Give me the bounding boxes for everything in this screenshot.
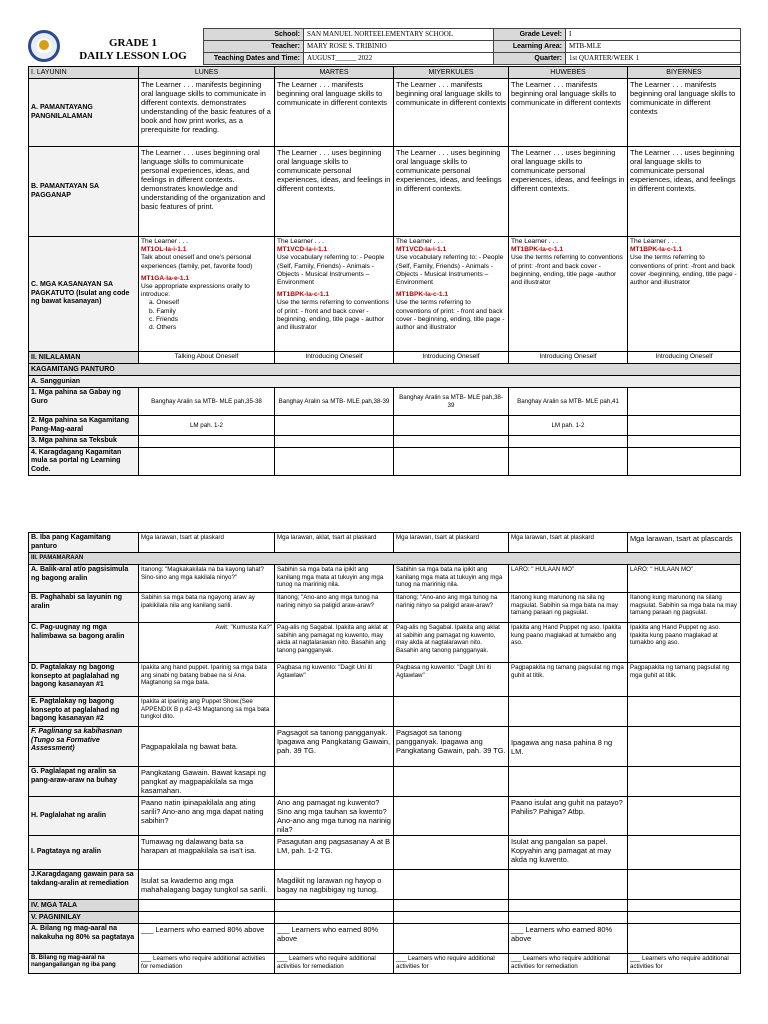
table-cell: [275, 447, 394, 476]
table-cell: Banghay Aralin sa MTB- MLE pah,41: [509, 388, 628, 416]
table-row: [29, 79, 741, 147]
table-cell: The Learner . . . manifests beginning oral language skills to communicate in different contexts: [394, 79, 509, 147]
competency-code: MT1BPK-Ia-c-1.1: [396, 291, 449, 299]
table-cell: Magdikit ng larawan ng hayop o bagay na nagbibigay ng tunog.: [275, 870, 394, 900]
row-label: A. Balik-aral at/o pagsisimula ng bagong aralin: [29, 565, 139, 593]
table-cell: [394, 912, 509, 924]
table-cell: Ipakita at iparinig ang Puppet Show.(See APPENDIX B p.42-43 Magtanong sa mga bata tungkol dito.: [139, 697, 275, 727]
table-row: [29, 954, 741, 974]
table-cell: [628, 436, 741, 448]
school-value: SAN MANUEL NORTEELEMENTARY SCHOOL: [304, 29, 494, 41]
table-cell: Talking About Oneself: [139, 352, 275, 364]
table-cell: [139, 447, 275, 476]
row-label: B. Bilang ng mag-aaral na nangangailangan ng iba pang: [29, 954, 139, 974]
table-cell: ___ Learners who require additional activities for remediation: [139, 954, 275, 974]
table-cell: ___ Learners who earned 80% above: [139, 924, 275, 954]
table-cell: [394, 870, 509, 900]
table-cell: Ipakita ang hand puppet. Iparinig sa mga bata ang sinabi ng batang babae na si Ana. Magtanong sa mga bata.: [139, 663, 275, 697]
table-cell: Itanong; "Ano-ano ang mga tunog na narinig ninyo sa paligid araw-araw?: [275, 593, 394, 623]
table-row: [29, 836, 741, 870]
table-cell: Introducing Oneself: [628, 352, 741, 364]
table-cell: [275, 416, 394, 436]
table-cell: [394, 447, 509, 476]
cell-text: Use appropriate expressions orally to introduce:: [141, 283, 250, 299]
table-cell: The Learner . . . uses beginning oral language skills to communicate personal experiences, ideas, and feelings in different contexts.: [275, 147, 394, 237]
table-row: [29, 697, 741, 727]
table-row: [29, 352, 741, 364]
table-cell: [139, 900, 275, 912]
table-cell: Pag-alis ng Sagabal. Ipakita ang aklat at sabihin ang pamagat ng kuwento, may akda at nagtalarawan nito. Basahin ang tanong pangganyak.: [394, 623, 509, 663]
table-cell: [394, 436, 509, 448]
competency-code: MT1BPK-Ia-c-1.1: [277, 291, 330, 299]
table-cell: The Learner . . . manifests beginning oral language skills to communicate in different contexts: [628, 79, 741, 147]
cell-text: Use vocabulary referring to: - People (Self, Family, Friends) - Animals - Objects - Musical Instruments – Environment: [396, 254, 504, 287]
row-label: B. PAMANTAYAN SA PAGGANAP: [29, 147, 139, 237]
row-label: E. Pagtalakay ng bagong konsepto at paglalahad ng bagong kasanayan #2: [29, 697, 139, 727]
column-header-row: [29, 67, 741, 79]
page-one: [28, 28, 740, 476]
table-row: [29, 416, 741, 436]
table-cell: Isulat ang pangalan sa papel. Kopyahin ang pamagat at may akda ng kuwento.: [509, 836, 628, 870]
table-cell: [394, 797, 509, 836]
table-row: [29, 870, 741, 900]
row-label: 1. Mga pahina sa Gabay ng Guro: [29, 388, 139, 416]
table-cell: [394, 697, 509, 727]
col-header-miyerkules: MIYERKULES: [394, 67, 509, 79]
table-row: [29, 147, 741, 237]
table-cell: Pagsagot sa tanong pangganyak. Ipagawa ang Pangkatang Gawain, pah. 39 TG.: [394, 727, 509, 767]
table-cell: [628, 900, 741, 912]
table-cell: [275, 697, 394, 727]
table-cell: The Learner . . . manifests beginning oral language skills to communicate in different contexts: [509, 79, 628, 147]
table-cell: The Learner . . . uses beginning oral language skills to communicate personal experiences, ideas, and feelings in different contexts.: [509, 147, 628, 237]
table-cell: Introducing Oneself: [394, 352, 509, 364]
table-cell: [509, 697, 628, 727]
table-cell: [394, 237, 509, 352]
list-item: b. Family: [149, 307, 176, 315]
table-cell: Sabihin sa mga bata na ipikit ang kanilang mga mata at tukuyin ang mga tunog na maririnig nila.: [394, 565, 509, 593]
table-cell: The Learner . . . uses beginning oral language skills to communicate personal experiences, ideas, and feelings in different contexts.: [628, 147, 741, 237]
table-cell: [509, 870, 628, 900]
table-row: [29, 797, 741, 836]
table-cell: The Learner . . . uses beginning oral language skills to communicate personal experiences, ideas, and feelings in different contexts.: [394, 147, 509, 237]
table-cell: The Learner . . . manifests beginning oral language skills to communicate in different contexts: [275, 79, 394, 147]
table-cell: Banghay Aralin sa MTB- MLE pah,38-39: [394, 388, 509, 416]
school-label: School:: [204, 29, 304, 41]
dates-label: Teaching Dates and Time:: [204, 53, 304, 65]
table-cell: Itanong: "Magkakakilala na ba kayong lahat? Sino-sino ang mga kakilala ninyo?": [139, 565, 275, 593]
cell-text: Use the terms referring to conventions of print: - front and back cover - beginning, ending, title page - author and illustrator: [396, 299, 505, 332]
row-label: [29, 727, 139, 767]
table-cell: Paano isulat ang guhit na patayo? Pahilis? Pahiga? Atbp.: [509, 797, 628, 836]
table-cell: ___ Learners who require additional activities for: [628, 954, 741, 974]
table-cell: Awit: "Kumusta Ka?": [139, 623, 275, 663]
table-cell: Itanong; "Ano-ano ang mga tunog na narinig ninyo sa paligid araw-araw?: [394, 593, 509, 623]
section-label-kagamitan: KAGAMITANG PANTURO: [29, 364, 741, 376]
row-label: I. Pagtataya ng aralin: [29, 836, 139, 870]
grade-title: GRADE 1: [109, 37, 157, 49]
header-table: [203, 28, 741, 65]
table-cell: LM pah. 1-2: [509, 416, 628, 436]
table-cell: [628, 447, 741, 476]
row-label: G. Paglalapat ng aralin sa pang-araw-araw na buhay: [29, 767, 139, 797]
table-cell: [628, 924, 741, 954]
table-cell: [628, 870, 741, 900]
row-label: 2. Mga pahina sa Kagamitang Pang-Mag-aaral: [29, 416, 139, 436]
table-cell: Banghay Aralin sa MTB- MLE pah,38-39: [275, 388, 394, 416]
table-cell: ___ Learners who require additional activities for: [394, 954, 509, 974]
table-row: [29, 767, 741, 797]
competency-code: MT1BPK-Ia-c-1.1: [511, 246, 564, 254]
table-cell: [628, 797, 741, 836]
row-label: A. Bilang ng mag-aaral na nakakuha ng 80% sa pagtataya: [29, 924, 139, 954]
section-label-tala: IV. MGA TALA: [29, 900, 139, 912]
table-cell: Ipagawa ang nasa pahina 8 ng LM.: [509, 727, 628, 767]
table-cell: [139, 912, 275, 924]
table-cell: Pagbasa ng kuwento: "Dagit Uni iti Agtawlaw": [394, 663, 509, 697]
teacher-value: MARY ROSE S. TRIBINIO: [304, 41, 494, 53]
table-cell: Itanong kung marunong na silang magsulat. Sabihin sa mga bata na may tamang paraan ng pagsulat.: [628, 593, 741, 623]
table-cell: Isulat sa kwaderno ang mga mahahalagang bagay tungkol sa sarili.: [139, 870, 275, 900]
table-cell: [394, 836, 509, 870]
table-cell: Banghay Aralin sa MTB- MLE pah,35-38: [139, 388, 275, 416]
row-label: H. Paglalahat ng aralin: [29, 797, 139, 836]
table-row: [29, 623, 741, 663]
grade-level-value: I: [566, 29, 741, 41]
cell-intro: The Learner . . .: [630, 238, 677, 245]
cell-intro: The Learner . . .: [141, 238, 188, 245]
grade-level-label: Grade Level:: [494, 29, 566, 41]
col-header-biyernes: BIYERNES: [628, 67, 741, 79]
table-row: [29, 436, 741, 448]
learning-area-label: Learning Area:: [494, 41, 566, 53]
quarter-value: 1st QUARTER/WEEK 1: [566, 53, 741, 65]
lesson-table-part1: [28, 66, 741, 476]
section-label-pagninilay: V. PAGNINILAY: [29, 912, 139, 924]
table-cell: [394, 924, 509, 954]
table-row: [29, 388, 741, 416]
cell-intro: The Learner . . .: [511, 238, 558, 245]
table-cell: LARO: " HULAAN MO": [628, 565, 741, 593]
table-cell: Mga larawan, tsart at plascards: [628, 533, 741, 553]
title-block: [68, 37, 198, 63]
row-label: J.Karagdagang gawain para sa takdang-aralin at remediation: [29, 870, 139, 900]
table-cell: Ipakita ang Hand Puppet ng aso. Ipakita kung paano maglakad at tumakbo ang aso.: [509, 623, 628, 663]
table-row: [29, 900, 741, 912]
table-row: [29, 912, 741, 924]
table-row: [29, 447, 741, 476]
table-cell: [139, 436, 275, 448]
table-row: [29, 533, 741, 553]
table-cell: ___ Learners who earned 80% above: [275, 924, 394, 954]
table-cell: The Learner . . . manifests beginning oral language skills to communicate in different contexts. demonstrates understanding of the basic features of a book and how print works, as a prerequisite for reading.: [139, 79, 275, 147]
table-cell: ___ Learners who require additional activities for remediation: [509, 954, 628, 974]
table-cell: [394, 900, 509, 912]
competency-code: MT1VCD-Ia-i-1.1: [277, 246, 328, 254]
list-item: c. Friends: [149, 315, 178, 323]
table-cell: [628, 836, 741, 870]
table-cell: Sabihin sa mga bata na ngayong araw ay ipakikilala nila ang kanilang sarili.: [139, 593, 275, 623]
dates-value: AUGUST______ 2022: [304, 53, 494, 65]
table-cell: [275, 900, 394, 912]
row-label: B. Iba pang Kagamitang panturo: [29, 533, 139, 553]
table-cell: Pag-alis ng Sagabal. Ipakita ang aklat at sabihin ang pamagat ng kuwento, may akda at nagtalarawan nito. Basahin ang tanong pangganyak.: [275, 623, 394, 663]
col-header-layunin: I. LAYUNIN: [29, 67, 139, 79]
table-cell: [275, 767, 394, 797]
table-cell: The Learner . . . uses beginning oral language skills to communicate personal experiences, ideas, and feelings in different contexts. demonstrates knowledge and understanding of the organization and basic features of print.: [139, 147, 275, 237]
table-cell: Introducing Oneself: [275, 352, 394, 364]
cell-text: Use the terms referring to conventions of print: -front and back cover -beginning, ending, title page -author and illustrator: [511, 254, 623, 287]
table-row: [29, 364, 741, 376]
table-row: [29, 565, 741, 593]
row-label-text: F. Paglinang sa kabihasnan (Tungo sa Formative Assessment): [31, 728, 123, 752]
table-cell: [509, 912, 628, 924]
col-header-huwebes: HUWEBES: [509, 67, 628, 79]
table-cell: [628, 388, 741, 416]
table-cell: Pagsagot sa tanong pangganyak. Ipagawa ang Pangkatang Gawain, pah. 39 TG.: [275, 727, 394, 767]
competency-code: MT1VCD-Ia-i-1.1: [396, 246, 447, 254]
table-cell: [139, 237, 275, 352]
table-row: [29, 593, 741, 623]
cell-text: Talk about oneself and one's personal experiences (family, pet, favorite food): [141, 254, 253, 270]
table-cell: Mga larawan, tsart at plaskard: [509, 533, 628, 553]
list-item: d. Others: [149, 324, 177, 332]
table-cell: Mga larawan, aklat, tsart at plaskard: [275, 533, 394, 553]
section-label-sanggunian: A. Sanggunian: [29, 376, 741, 388]
table-row: [29, 924, 741, 954]
table-cell: [628, 727, 741, 767]
col-header-lunes: LUNES: [139, 67, 275, 79]
table-cell: [628, 697, 741, 727]
table-cell: Pagpapakita ng tamang pagsulat ng mga guhit at titik.: [628, 663, 741, 697]
table-cell: [628, 767, 741, 797]
competency-code: MT1OL-Ia-i-1.1: [141, 246, 187, 254]
row-label: 4. Karagdagang Kagamitan mula sa portal ng Learning Code.: [29, 447, 139, 476]
table-row: [29, 663, 741, 697]
table-cell: Ipakita ang Hand Puppet ng aso. Ipakita kung paano maglakad at tumakbo ang aso.: [628, 623, 741, 663]
table-cell: Mga larawan, tsart at plaskard: [139, 533, 275, 553]
table-cell: [275, 436, 394, 448]
table-cell: [628, 912, 741, 924]
table-cell: Pagpapakita ng tamang pagsulat ng mga guhit at titik.: [509, 663, 628, 697]
table-row: [29, 727, 741, 767]
cell-text: Use vocabulary referring to: - People (Self, Family, Friends) - Animals - Objects - Musical Instruments – Environment: [277, 254, 385, 287]
teacher-label: Teacher:: [204, 41, 304, 53]
table-cell: Sabihin sa mga bata na ipikit ang kanilang mga mata at tukuyin ang mga tunog na maririnig nila.: [275, 565, 394, 593]
table-cell: [509, 237, 628, 352]
table-cell: Pagbasa ng kuwento: "Dagit Uni iti Agtawlaw": [275, 663, 394, 697]
table-cell: Ano ang pamagat ng kuwento? Sino ang mga tauhan sa kwento? Ano-ano ang mga tunog na narinig nila?: [275, 797, 394, 836]
table-cell: [275, 237, 394, 352]
table-cell: Introducing Oneself: [509, 352, 628, 364]
table-cell: Tumawag ng dalawang bata sa harapan at magpakilala sa isa't isa.: [139, 836, 275, 870]
table-row: [29, 553, 741, 565]
table-cell: [509, 900, 628, 912]
table-cell: [394, 767, 509, 797]
col-header-martes: MARTES: [275, 67, 394, 79]
section-label-nilalaman: II. NILALAMAN: [29, 352, 139, 364]
table-cell: [509, 436, 628, 448]
row-label: A. PAMANTAYANG PANGNILALAMAN: [29, 79, 139, 147]
row-label: 3. Mga pahina sa Teksbuk: [29, 436, 139, 448]
competency-code: MT1GA-Ia-e-1.1: [141, 274, 189, 282]
log-title: DAILY LESSON LOG: [79, 50, 187, 62]
page-two: [28, 532, 740, 974]
table-cell: [275, 912, 394, 924]
row-label: C. Pag-uugnay ng mga halimbawa sa bagong aralin: [29, 623, 139, 663]
cell-text: Use the terms referring to conventions of print: - front and back cover - beginning, ending, title page - author and illustrator: [277, 299, 389, 332]
table-cell: Pangkatang Gawain. Bawat kasapi ng pangkat ay magpapakilala sa mga kasamahan.: [139, 767, 275, 797]
list-item: a. Oneself: [149, 299, 180, 307]
table-cell: Mga larawan, tsart at plaskard: [394, 533, 509, 553]
cell-text: Use the terms referring to conventions of print: -front and back cover -beginning, ending, title page -author and illustrator: [630, 254, 737, 287]
lesson-table-part2: [28, 532, 741, 974]
table-row: [29, 376, 741, 388]
cell-intro: The Learner . . .: [277, 238, 324, 245]
table-cell: [628, 237, 741, 352]
table-cell: [394, 416, 509, 436]
table-cell: LARO: " HULAAN MO": [509, 565, 628, 593]
header-block: [28, 28, 740, 66]
table-cell: Pagpapakilala ng bawat bata.: [139, 727, 275, 767]
row-label: B. Paghahabi sa layunin ng aralin: [29, 593, 139, 623]
deped-seal-icon: [28, 30, 60, 62]
table-cell: Pasagutan ang pagsasanay A at B LM, pah. 1-2 TG.: [275, 836, 394, 870]
quarter-label: Quarter:: [494, 53, 566, 65]
learning-area-value: MTB-MLE: [566, 41, 741, 53]
table-cell: Itanong kung marunong na sila ng magsulat. Sabihin sa mga bata na may tamang paraan ng pagsulat.: [509, 593, 628, 623]
table-cell: ___ Learners who require additional activities for remediation: [275, 954, 394, 974]
table-cell: [509, 767, 628, 797]
table-row: [29, 237, 741, 352]
row-label: D. Pagtalakay ng bagong konsepto at paglalahad ng bagong kasanayan #1: [29, 663, 139, 697]
table-cell: [509, 447, 628, 476]
competency-code: MT1BPK-Ia-c-1.1: [630, 246, 683, 254]
cell-intro: The Learner . . .: [396, 238, 443, 245]
table-cell: LM pah. 1-2: [139, 416, 275, 436]
section-label-pamamaraan: III. PAMAMARAAN: [29, 553, 741, 565]
table-cell: Paano natin ipinapakilala ang ating sarili? Ano-ano ang mga dapat nating sabihin?: [139, 797, 275, 836]
row-label: C. MGA KASANAYAN SA PAGKATUTO (Isulat ang code ng bawat kasanayan): [29, 237, 139, 352]
table-cell: ___ Learners who earned 80% above: [509, 924, 628, 954]
table-cell: [628, 416, 741, 436]
